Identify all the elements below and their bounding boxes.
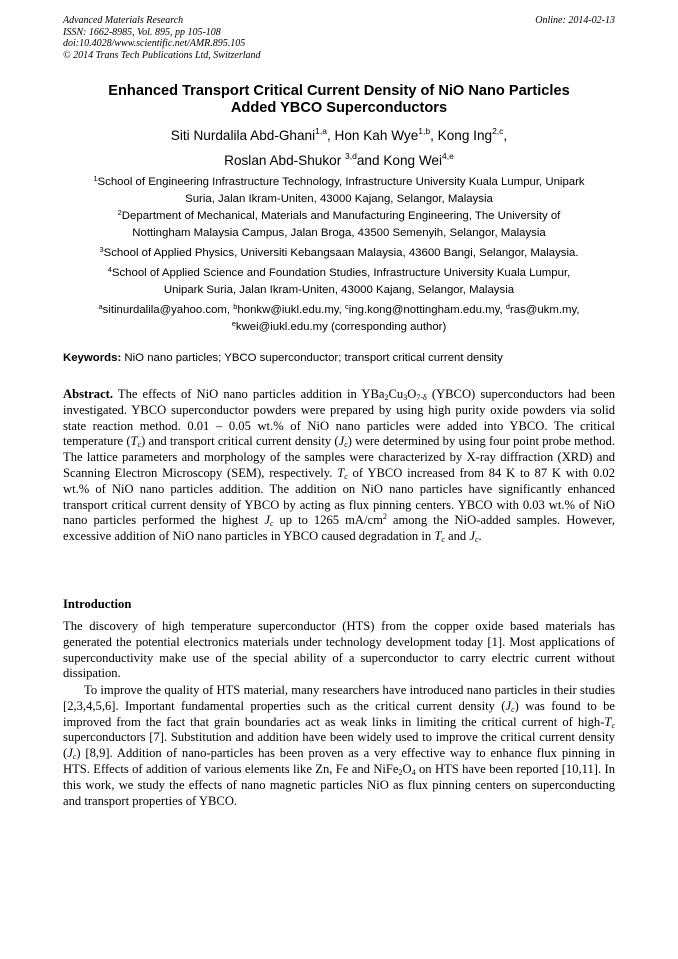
author-name: Kong Ing: [437, 128, 493, 143]
title-line-2: Added YBCO Superconductors: [230, 100, 448, 116]
subscript: c: [511, 704, 515, 714]
email-tag: c: [345, 302, 349, 311]
doi[interactable]: doi:10.4028/www.scientific.net/AMR.895.105: [63, 38, 246, 49]
email-list: $^a$sitinurdalila@yahoo.com, $^b$honkw@iukl.edu.my, $^c$ing.kong@nottingham.edu.my, $^d$ras@ukm.my, $^e$kwei@iukl.edu.my (corresponding author): [98, 302, 580, 333]
author-aff: 2,c: [492, 126, 504, 136]
abstract-text: O: [407, 387, 417, 401]
abstract-text: ) and transport critical current density (: [141, 434, 339, 449]
symbol: J: [505, 698, 512, 713]
subscript: 4: [411, 767, 416, 777]
subscript: 2: [398, 767, 403, 777]
author-aff: 1,b: [418, 126, 431, 136]
author-name: Hon Kah Wye: [334, 128, 419, 143]
aff-number: 1: [93, 174, 98, 183]
abstract-text: Cu: [388, 387, 404, 401]
subscript: c: [441, 535, 445, 545]
abstract-text: up to 1265 mA/cm: [273, 513, 383, 528]
symbol: T: [130, 434, 138, 449]
aff-line: School of Applied Science and Foundation Studies, Infrastructure University Kuala Lumpur,: [111, 267, 571, 279]
email-link[interactable]: honkw@iukl.edu.my: [237, 304, 339, 316]
symbol: T: [434, 529, 442, 544]
aff-line: Nottingham Malaysia Campus, Jalan Broga, 43500 Semenyih, Selangor, Malaysia: [132, 226, 546, 239]
intro-paragraph-2: [63, 683, 615, 809]
email-tag: a: [98, 302, 103, 311]
superscript: 2: [382, 512, 387, 522]
aff-number: 2: [117, 208, 122, 217]
subscript: 7-δ: [416, 393, 427, 402]
author-name: Kong Wei: [383, 152, 443, 168]
author-line-2: Roslan Abd-Shukor $^{3,d}$and Kong Wei$^{4,e}$: [224, 150, 454, 168]
paragraph-text: To improve the quality of HTS material, many researchers have introduced nano particles in their studies [2,3,4,5,6]. Important fundamental properties such as the critical current density (: [63, 683, 615, 713]
paragraph-text: ) [8,9]. Addition of nano-particles has been proven as a very effective way to enhance flux pinning in HTS. Effects of addition of various elements like Zn, Fe and NiFe: [63, 746, 615, 776]
author-aff: 3,d: [345, 150, 357, 161]
symbol: J: [338, 434, 345, 449]
aff-number: 3: [99, 245, 104, 254]
paragraph-text: O: [402, 761, 412, 776]
affiliation-4: [63, 265, 615, 298]
keywords-text: NiO nano particles; YBCO superconductor; transport critical current density: [124, 352, 503, 364]
author-name: Siti Nurdalila Abd-Ghani: [170, 128, 316, 143]
abstract-text: of YBCO increased from 84 K to 87 K with 0.02 wt.% of NiO nano particles addition. The addition on NiO nano particles have significantly enhanced transport critical current density of YBCO by acting as flux pinning centers. YBCO with 0.03 wt.% of NiO nano particles performed the highest: [63, 465, 616, 528]
keywords: [63, 351, 615, 366]
affiliation-1: [63, 174, 615, 207]
keywords-label: Keywords:: [63, 352, 122, 364]
email-tag: e: [231, 318, 236, 328]
affiliation-3: [63, 245, 615, 262]
email-link[interactable]: kwei@iukl.edu.my (corresponding author): [235, 320, 447, 333]
subscript: c: [474, 535, 479, 545]
copyright: © 2014 Trans Tech Publications Ltd, Switzerland: [63, 49, 261, 61]
aff-line: School of Applied Physics, Universiti Kebangsaan Malaysia, 43600 Bangi, Selangor, Malaysia.: [103, 247, 579, 259]
online-date: Online: 2014-02-13: [535, 15, 615, 26]
abstract: [63, 387, 615, 545]
paragraph-text: on HTS have been reported [10,11]. In this work, we study the effects of nano magnetic particles NiO as flux pinning centers on superconducting and transport properties of YBCO.: [63, 761, 615, 808]
abstract-label: Abstract.: [63, 387, 114, 401]
affiliation-2: [63, 208, 615, 241]
abstract-text: The effects of NiO nano particles addition in YBa: [117, 387, 385, 401]
abstract-text: ) were determined by using four point probe method. The lattice parameters and morphology of the samples were characterized by X-ray diffraction (XRD) and Scanning Electron Microscopy (SEM), respectively.: [63, 434, 615, 480]
author-name: Roslan Abd-Shukor: [224, 152, 346, 168]
aff-line: Department of Mechanical, Materials and Manufacturing Engineering, The University of: [121, 210, 561, 222]
aff-line: Unipark Suria, Jalan Ikram-Uniten, 43000 Kajang, Selangor, Malaysia: [163, 283, 515, 296]
subscript: c: [344, 471, 348, 481]
symbol: J: [264, 513, 270, 528]
paragraph-text: ) was found to be improved from the fact that grain boundaries act as weak links in limiting the critical current of high-: [63, 698, 616, 729]
email-link[interactable]: sitinurdalila@yahoo.com: [102, 304, 227, 316]
abstract-text: (YBCO) superconductors had been investigated. YBCO superconductor powders were prepared by using high purity oxide powders via solid state reaction method. 0.01 – 0.05 wt.% of NiO nano particles were added into YBCO. The critical temperature (: [63, 387, 616, 449]
abstract-text: .: [478, 529, 482, 544]
issn: ISSN: 1662-8985, Vol. 895, pp 105-108: [63, 26, 221, 38]
title-line-1: Enhanced Transport Critical Current Density of NiO Nano Particles: [108, 83, 570, 99]
symbol: T: [337, 465, 345, 480]
author-aff: 1,a: [315, 126, 327, 136]
subscript: c: [137, 440, 142, 450]
subscript: c: [344, 440, 348, 450]
email-link[interactable]: ras@ukm.my: [509, 304, 577, 316]
intro-paragraph-1: [63, 619, 615, 682]
author-list: [63, 124, 615, 173]
paragraph-text: The discovery of high temperature superconductor (HTS) from the copper oxide based materials has generated the potential electronics materials under technology development today [1]. Most applications of superconductivity make use of the special ability of a superconductor to carry electric current without dissipation.: [63, 619, 615, 681]
author-line-1: Siti Nurdalila Abd-Ghani$^{1,a}$, Hon Kah Wye$^{1,b}$, Kong Ing$^{2,c}$,: [170, 126, 508, 143]
aff-line: School of Engineering Infrastructure Technology, Infrastructure University Kuala Lumpur, Unipark: [97, 176, 585, 188]
aff-number: 4: [107, 265, 112, 274]
subscript: c: [72, 752, 77, 762]
abstract-text: among the NiO-added samples. However, excessive addition of NiO nano particles in YBCO caused degradation in: [63, 513, 616, 544]
symbol: J: [469, 529, 475, 544]
journal-name: Advanced Materials Research: [63, 15, 184, 26]
subscript: c: [269, 519, 274, 529]
abstract-text: and: [444, 529, 470, 544]
subscript: 3: [403, 393, 408, 402]
journal-header: [63, 15, 261, 61]
paragraph-text: superconductors [7]. Substitution and addition have been widely used to improve the critical current density (: [63, 730, 615, 761]
subscript: c: [611, 720, 615, 730]
email-tag: d: [505, 302, 510, 311]
email-link[interactable]: ing.kong@nottingham.edu.my: [348, 304, 500, 316]
symbol: J: [67, 746, 73, 761]
aff-line: Suria, Jalan Ikram-Uniten, 43000 Kajang, Selangor, Malaysia: [185, 192, 493, 205]
author-aff: 4,e: [442, 150, 454, 161]
symbol: T: [604, 714, 612, 729]
section-heading-introduction: Introduction: [63, 597, 132, 611]
email-tag: b: [233, 302, 238, 311]
paper-title: [63, 83, 615, 117]
subscript: 2: [384, 393, 389, 402]
